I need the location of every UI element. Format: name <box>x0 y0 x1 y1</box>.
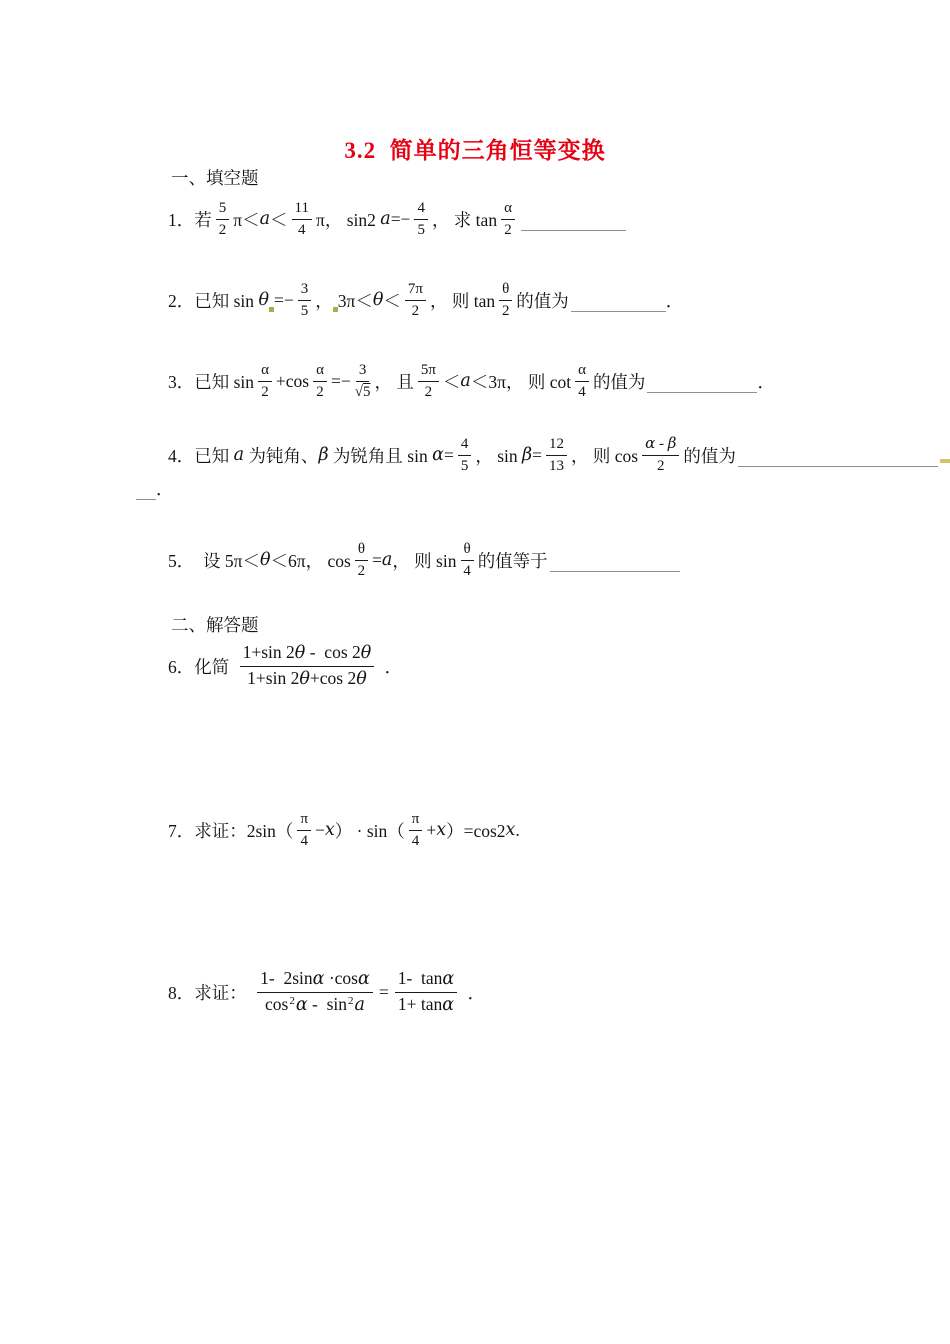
fraction <box>240 642 375 691</box>
math-text: ＜ <box>270 209 288 230</box>
fraction <box>257 968 373 1017</box>
question-7 <box>168 802 520 858</box>
fraction <box>461 540 474 581</box>
question-5 <box>168 532 680 588</box>
math-text: + <box>426 819 437 840</box>
answer-blank <box>521 230 626 231</box>
math-text: α <box>316 361 324 378</box>
question-1 <box>168 191 626 247</box>
math-text: ·cos <box>324 967 358 988</box>
math-text: ＜ <box>383 290 401 311</box>
math-text: 2 <box>411 302 420 319</box>
math-text: θ <box>357 540 365 557</box>
math-text: 5 <box>362 383 371 400</box>
math-text: - sin <box>307 993 348 1014</box>
math-text: 5 <box>417 221 425 238</box>
question-4-continuation <box>134 460 174 516</box>
math-text: 2 <box>261 383 269 400</box>
math-text: . <box>515 819 520 840</box>
math-text: 2 <box>348 994 354 1007</box>
math-text: α <box>312 968 325 989</box>
math-text: 12 <box>549 435 565 452</box>
fraction <box>355 540 368 581</box>
math-text: α <box>504 199 512 216</box>
math-text: +cos 2 <box>309 667 357 688</box>
question-3 <box>168 353 775 409</box>
math-text: ＜ <box>442 371 461 392</box>
math-text: ． <box>156 478 174 499</box>
math-text: θ <box>463 540 471 557</box>
math-text: 1．若 <box>168 209 212 230</box>
math-text: a <box>354 994 365 1015</box>
math-text: x <box>436 820 447 840</box>
math-text: ， 且 <box>374 371 414 392</box>
fraction <box>418 361 439 402</box>
math-text: 1- 2sin <box>260 967 313 988</box>
math-text: cos <box>264 993 289 1014</box>
section-answer-questions: 二、解答题 <box>171 615 259 635</box>
math-text: =− <box>330 370 351 391</box>
math-text: a <box>460 371 471 391</box>
math-text: π， sin2 <box>315 209 381 230</box>
math-text: ， 则 sin <box>392 550 457 571</box>
math-text: 7π <box>407 280 423 297</box>
math-text: 3．已知 sin <box>168 371 255 392</box>
math-text: 7．求证：2sin（ <box>168 820 294 841</box>
fraction <box>258 361 272 402</box>
math-text: 5． 设 5π＜ <box>168 550 260 571</box>
fraction <box>409 810 423 851</box>
math-text: 为锐角且 sin <box>328 445 433 466</box>
math-text: ， 则 tan <box>429 290 496 311</box>
math-text: ． <box>665 290 684 311</box>
math-text: 3 <box>358 361 367 378</box>
fraction <box>546 435 567 476</box>
math-text: 4 <box>300 832 308 849</box>
math-text: θ <box>294 642 306 663</box>
math-text: 2 <box>357 562 366 579</box>
math-text: 3 <box>300 280 309 297</box>
math-text: θ <box>502 280 510 297</box>
fraction <box>405 280 426 321</box>
math-text: = <box>532 444 543 465</box>
math-text: = <box>372 549 382 570</box>
math-text: α <box>295 994 308 1015</box>
math-text: 5 <box>300 302 309 319</box>
math-text: ）=cos2 <box>446 820 506 841</box>
math-text: 的值为 <box>592 371 646 392</box>
math-text: 的值为 <box>516 290 569 311</box>
math-text: π <box>411 810 420 827</box>
fraction <box>414 199 428 240</box>
math-text: 5 <box>460 457 469 474</box>
math-text: 4 <box>460 435 469 452</box>
math-text: 4 <box>463 562 471 579</box>
math-text: 1- tan <box>397 967 443 988</box>
question-4 <box>168 427 950 483</box>
math-text: 4 <box>417 199 425 216</box>
math-text: α <box>442 968 455 989</box>
math-text: α <box>261 361 269 378</box>
math-text: α <box>645 434 656 453</box>
math-text: +cos <box>275 370 310 391</box>
fraction <box>292 199 312 240</box>
math-text: θ <box>360 642 372 663</box>
math-text: α <box>357 968 370 989</box>
fraction <box>355 361 371 402</box>
math-text: 4 <box>298 221 306 238</box>
math-text: 8．求证： <box>168 982 252 1003</box>
math-text: α <box>442 994 455 1015</box>
math-text: π＜ <box>233 209 260 230</box>
math-text: β <box>318 445 329 465</box>
math-text: ， 则 cos <box>571 445 639 466</box>
fraction <box>298 280 312 321</box>
math-text: − <box>315 819 325 840</box>
math-text: 1+sin 2 <box>242 641 295 662</box>
math-text: 2 <box>289 994 295 1007</box>
math-text: 2 <box>218 221 227 238</box>
math-text: 5 <box>218 199 227 216</box>
math-text: a <box>233 445 245 465</box>
question-2 <box>168 272 683 328</box>
math-text: π <box>300 810 309 827</box>
math-text: 4 <box>578 383 586 400</box>
fraction <box>458 435 472 476</box>
math-text: ． <box>757 371 775 392</box>
answer-blank <box>136 499 156 500</box>
math-text: ＜3π， 则 cot <box>470 371 572 392</box>
math-text: a <box>380 209 391 229</box>
annotation-square-mark <box>269 307 274 312</box>
math-text: θ <box>259 550 271 570</box>
math-text: x <box>505 820 516 840</box>
math-text: 2．已知 sin <box>168 290 259 311</box>
math-text: ， <box>315 290 333 311</box>
math-text: ． <box>380 656 403 677</box>
math-text: 5π <box>420 361 436 378</box>
answer-blank <box>550 571 680 572</box>
fraction <box>313 361 327 402</box>
math-text: θ <box>258 290 269 310</box>
math-text: 2 <box>657 458 665 474</box>
answer-blank <box>647 392 757 393</box>
math-text: 的值等于 <box>477 550 548 571</box>
math-text: 2 <box>424 383 433 400</box>
math-text: a <box>381 550 393 570</box>
math-text: = <box>443 444 454 465</box>
math-text: x <box>324 820 335 840</box>
worksheet-title: 3.2 简单的三角恒等变换 <box>344 138 606 163</box>
math-text: α <box>432 445 444 465</box>
fraction <box>642 434 679 476</box>
math-text: √ <box>354 383 363 400</box>
math-text: a <box>259 209 271 229</box>
math-text: 6．化简 <box>168 656 234 677</box>
math-text: β <box>522 445 533 465</box>
answer-blank <box>571 311 666 312</box>
fraction <box>501 199 515 240</box>
math-text: =− <box>390 208 411 229</box>
answer-blank <box>738 466 938 467</box>
math-text: =− <box>273 289 294 310</box>
fraction <box>575 361 589 402</box>
fraction <box>499 280 512 321</box>
math-text: ． <box>463 982 486 1003</box>
math-text: 4．已知 <box>168 445 234 466</box>
math-text: 3π＜ <box>337 290 373 311</box>
math-text: 2 <box>501 302 510 319</box>
math-text: ） · sin（ <box>334 820 405 841</box>
math-text: ＜6π， cos <box>270 550 351 571</box>
math-text: ， sin <box>475 445 523 466</box>
section-fill-in-blanks: 一、填空题 <box>171 168 259 188</box>
math-text: 1+sin 2 <box>247 667 300 688</box>
question-8 <box>168 960 485 1024</box>
math-text: 2 <box>504 221 512 238</box>
math-text: ， 求 tan <box>431 209 498 230</box>
math-text: α <box>578 361 586 378</box>
question-6 <box>168 634 402 698</box>
math-text: 的值为 <box>683 445 736 466</box>
math-text: 2 <box>316 383 324 400</box>
math-text: 1+ tan <box>397 993 443 1014</box>
math-text: - cos 2 <box>305 641 361 662</box>
math-text: 13 <box>549 457 565 474</box>
math-text: θ <box>372 290 384 310</box>
annotation-dash-mark <box>940 459 950 463</box>
math-text: β <box>667 434 677 453</box>
annotation-square-mark <box>333 307 338 312</box>
fraction <box>395 968 458 1017</box>
fraction <box>216 199 230 240</box>
math-text: θ <box>356 668 367 689</box>
math-text: 4 <box>411 832 420 849</box>
math-text: 为钝角、 <box>244 445 319 466</box>
math-text: - <box>655 436 668 453</box>
math-text: = <box>378 981 389 1002</box>
math-text: 11 <box>294 199 309 216</box>
math-text: θ <box>299 668 310 689</box>
fraction <box>297 810 311 851</box>
